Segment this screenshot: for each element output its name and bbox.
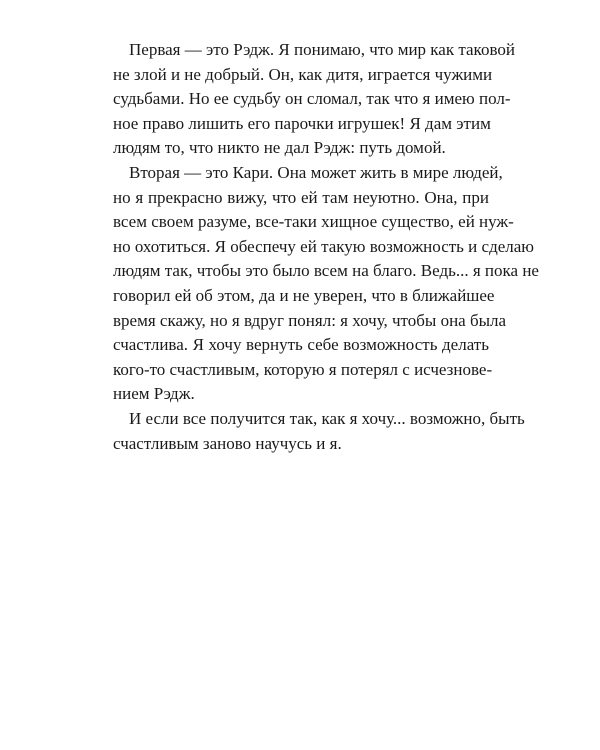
text-line: но охотиться. Я обеспечу ей такую возможность и сделаю <box>113 236 534 256</box>
text-line: счастливым заново научусь и я. <box>113 433 342 453</box>
text-line: судьбами. Но ее судьбу он сломал, так что я имею пол- <box>113 89 511 109</box>
text-line: кого-то счастливым, которую я потерял с исчезнове- <box>113 359 493 379</box>
text-line: Вторая — это Кари. Она может жить в мире людей, <box>129 162 503 182</box>
body-text <box>113 38 539 456</box>
text-line: время скажу, но я вдруг понял: я хочу, чтобы она была <box>113 310 507 330</box>
text-line: людям так, чтобы это было всем на благо. Ведь... я пока не <box>113 261 539 281</box>
paragraph-1 <box>113 38 515 161</box>
text-line: не злой и не добрый. Он, как дитя, играется чужими <box>113 64 493 84</box>
text-line: И если все получится так, как я хочу... возможно, быть <box>129 408 525 428</box>
text-line: но я прекрасно вижу, что ей там неуютно. Она, при <box>113 187 489 207</box>
text-line: всем своем разуме, все-таки хищное существо, ей нуж- <box>113 212 514 232</box>
text-line: ное право лишить его парочки игрушек! Я дам этим <box>113 113 491 133</box>
paragraph-3 <box>113 407 525 456</box>
text-line: нием Рэдж. <box>113 384 195 404</box>
text-line: людям то, что никто не дал Рэдж: путь домой. <box>113 138 446 158</box>
text-line: говорил ей об этом, да и не уверен, что в ближайшее <box>113 285 495 305</box>
paragraph-2 <box>113 161 539 407</box>
text-line: счастлива. Я хочу вернуть себе возможность делать <box>113 335 489 355</box>
text-line: Первая — это Рэдж. Я понимаю, что мир как таковой <box>129 40 515 59</box>
